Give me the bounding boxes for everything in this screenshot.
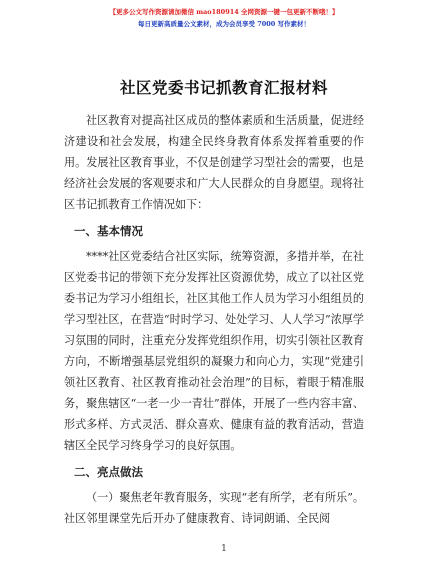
page-number: 1	[221, 544, 227, 554]
section-2-content	[64, 487, 364, 529]
document-body	[64, 110, 364, 215]
section-1-heading: 一、基本情况	[74, 224, 143, 238]
promo-line-1: 【更多公文写作资源请加微信 mao180914 全网资源一键一包更新不断哦！】	[109, 8, 339, 16]
intro-paragraph: 社区教育对提高社区成员的整体素质和生活质量，促进经济建设和社会发展，构建全民终身教育体系发挥着重要的作用。发展社区教育事业，不仅是创建学习型社会的需要，也是经济社会发展的客观要求和广大人民群众的自身愿望。现将社区书记抓教育工作情况如下：	[64, 114, 364, 211]
section-1-paragraph: ****社区党委结合社区实际，统筹资源，多措并举，在社区党委书记的带领下充分发挥社区资源优势，成立了以社区党委书记为学习小组组长，社区其他工作人员为学习小组组员的学习型社区，在营造“时时学习、处处学习、人人学习”浓厚学习氛围的同时，注重充分发挥党组织作用，切实引领社区教育方向，不断增强基层党组织的凝聚力和向心力，实现“党建引领社区教育、社区教育推动社会治理”的目标，着眼于精准服务，聚焦辖区“一老一少一青壮”群体，开展了一些内容丰富、形式多样、方式灵活、群众喜欢、健康有益的教育活动，营造辖区全民学习终身学习的良好氛围。	[64, 250, 364, 452]
section-1-content	[64, 246, 364, 456]
promo-line-2: 每日更新高质量公文素材，成为会员享受 7000 写作素材！	[137, 20, 311, 28]
document-title: 社区党委书记抓教育汇报材料	[119, 79, 328, 97]
promo-banner	[0, 6, 448, 30]
section-2	[64, 462, 364, 483]
section-2-heading: 二、亮点做法	[74, 465, 143, 479]
section-1	[64, 221, 364, 242]
section-2-paragraph: （一）聚焦老年教育服务，实现“老有所学，老有所乐”。社区邻里课堂先后开办了健康教育、诗词朗诵、全民阅	[64, 491, 364, 525]
